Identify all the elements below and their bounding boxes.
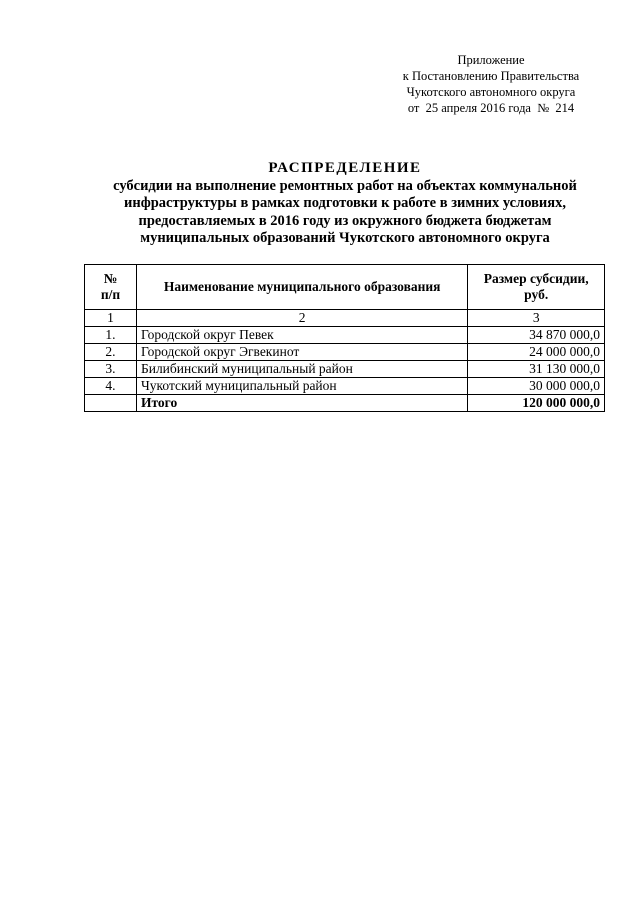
total-label: Итого [136, 395, 467, 412]
row-amount: 31 130 000,0 [468, 361, 605, 378]
title-line-3: предоставляемых в 2016 году из окружного бюджета бюджетам [138, 212, 552, 229]
index-cell-2: 2 [136, 310, 467, 327]
table-row [85, 361, 605, 378]
header-num-line-1: № [103, 271, 118, 286]
appendix-line-4: от 25 апреля 2016 года № 214 [407, 101, 575, 115]
row-amount: 24 000 000,0 [468, 344, 605, 361]
appendix-line-1: Приложение [457, 53, 525, 67]
column-index-row [85, 310, 605, 327]
index-cell-1: 1 [85, 310, 137, 327]
header-amount-line-2: руб. [524, 287, 549, 302]
row-num: 3. [85, 361, 137, 378]
appendix-line-3: Чукотского автономного округа [406, 85, 576, 99]
table-row [85, 327, 605, 344]
index-cell-3: 3 [468, 310, 605, 327]
distribution-table [84, 264, 605, 412]
header-amount-line-1: Размер субсидии, [483, 271, 589, 286]
row-name: Городской округ Певек [136, 327, 467, 344]
title-main: РАСПРЕДЕЛЕНИЕ [268, 160, 422, 176]
row-name: Городской округ Эгвекинот [136, 344, 467, 361]
row-name: Чукотский муниципальный район [136, 378, 467, 395]
title-line-4: муниципальных образований Чукотского автономного округа [140, 230, 550, 246]
header-num-line-2: п/п [100, 287, 121, 302]
table-row [85, 378, 605, 395]
appendix-header [376, 52, 606, 116]
row-name: Билибинский муниципальный район [136, 361, 467, 378]
row-num: 1. [85, 327, 137, 344]
title-line-2: инфраструктуры в рамках подготовки к работе в зимних условиях, [123, 195, 567, 211]
row-num: 2. [85, 344, 137, 361]
title-line-1: субсидии на выполнение ремонтных работ на объектах коммунальной [113, 177, 577, 194]
row-amount: 34 870 000,0 [468, 327, 605, 344]
row-amount: 30 000 000,0 [468, 378, 605, 395]
header-amount [468, 265, 605, 310]
table-row [85, 344, 605, 361]
total-amount: 120 000 000,0 [468, 395, 605, 412]
appendix-line-2: к Постановлению Правительства [402, 69, 580, 83]
header-name: Наименование муниципального образования [136, 265, 467, 310]
table-header-row [85, 265, 605, 310]
document-title [84, 160, 606, 248]
row-num: 4. [85, 378, 137, 395]
total-row [85, 395, 605, 412]
total-num [85, 395, 137, 412]
header-num [85, 265, 137, 310]
